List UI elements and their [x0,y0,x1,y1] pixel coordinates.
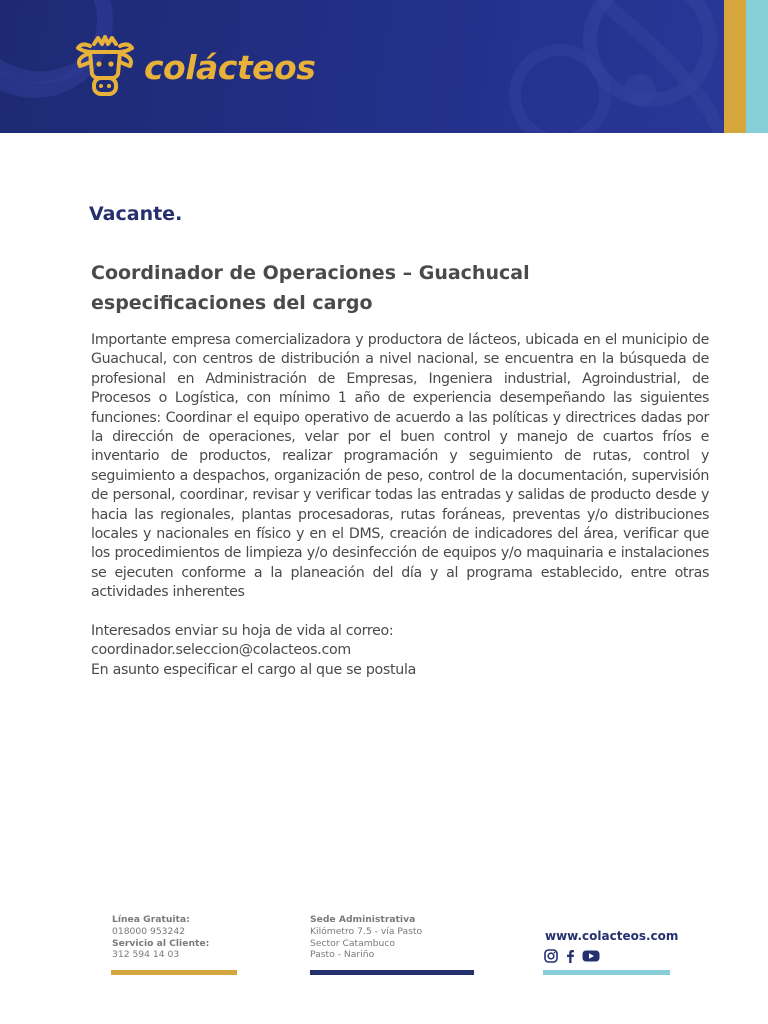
footer-cyan-line [543,970,670,975]
footer-office [310,914,422,961]
footer-navy-line [310,970,474,975]
service-label: Servicio al Cliente: [112,937,210,949]
footer-phones [112,914,209,961]
contact-note: En asunto especificar el cargo al que se postula [91,661,416,678]
brand-name: colácteos [144,47,316,87]
header-banner [0,0,768,133]
service-phone[interactable]: 312 594 14 03 [112,949,180,961]
job-title-line1: Coordinador de Operaciones – Guachucal [91,262,530,284]
free-line-phone[interactable]: 018000 953242 [112,925,186,937]
website-link[interactable]: www.colacteos.com [545,929,679,943]
office-address-1: Kilómetro 7.5 - vía Pasto [310,925,423,937]
office-label: Sede Administrativa [310,914,416,925]
youtube-icon[interactable] [582,949,600,965]
vacancy-label: Vacante. [89,203,183,225]
cyan-stripe [746,0,768,133]
cow-head-icon [72,34,138,100]
facebook-icon[interactable] [565,949,575,965]
contact-email[interactable]: coordinador.seleccion@colacteos.com [91,642,351,659]
job-title [91,258,651,318]
job-description: Importante empresa comercializadora y productora de lácteos, ubicada en el municipio de Guachucal, con centros de distribución a nivel nacional, se encuentra en la búsqueda de profesional en Administración de Empresas, Ingeniera industrial, Agroindustrial, de Procesos o Logística, con mínimo 1 año de experiencia desempeñando las siguientes funciones: Coordinar el equipo operativo de acuerdo a las políticas y directrices dadas por la dirección de operaciones, velar por el buen control y manejo de cuartos fríos e inventario de productos, realizar programación y seguimiento de rutas, control y seguimiento a despachos, organización de peso, control de la documentación, supervisión de personal, coordinar, revisar y verificar todas las entradas y salidas de producto desde y hacia las regionales, plantas procesadoras, rutas foráneas, preventas y/o distribuciones locales y nacionales en físico y en el DMS, creación de indicadores del área, verificar que los procedimientos de limpieza y/o desinfección de equipos y/o maquinaria e instalaciones se ejecuten conforme a la planeación del día y al programa establecido, entre otras actividades inherentes [91,332,709,601]
colacteos-logo[interactable] [72,32,315,102]
footer-gold-line [111,970,237,975]
gold-stripe [724,0,746,133]
contact-intro: Interesados enviar su hoja de vida al correo: [91,623,394,639]
office-address-3: Pasto - Nariño [310,949,375,961]
free-line-label: Línea Gratuita: [112,914,190,925]
office-address-2: Sector Catambuco [310,937,396,949]
social-links [544,949,600,965]
job-title-line2: especificaciones del cargo [91,292,373,314]
instagram-icon[interactable] [544,949,558,965]
contact-block [91,622,709,680]
